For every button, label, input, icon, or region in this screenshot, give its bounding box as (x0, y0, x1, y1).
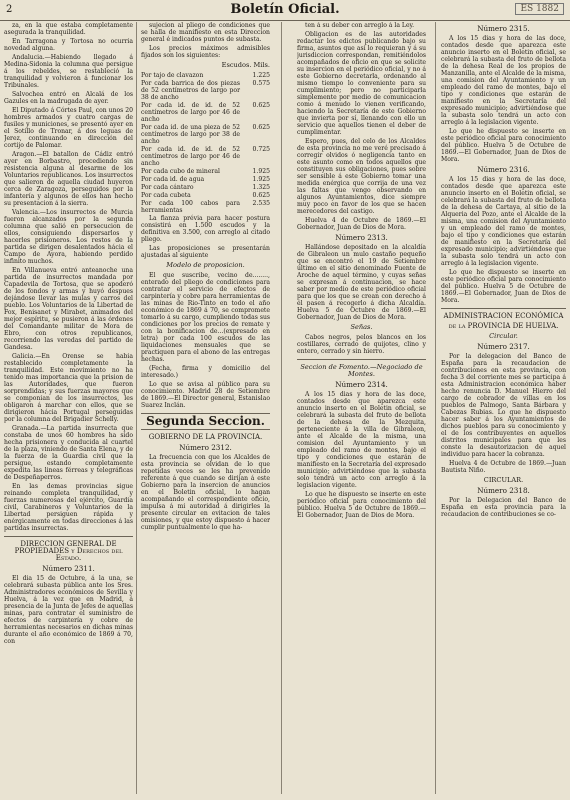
price-row (141, 176, 270, 183)
column-4-d (441, 497, 566, 518)
column-3-paragraphs (297, 22, 426, 231)
price-label: Por cada cántaro (141, 184, 194, 191)
price-value: 0.625 (252, 192, 270, 199)
separator (141, 429, 270, 430)
paragraph: La frecuencia con que los Alcaldes de esta provincia se olvidan de lo que repetidas veces se les ha prevenido referente á que cuando se dirijan á este Gobierno para la insercion de anuncios en el Boletin oficial, lo hagan acompañando el correspondiente oficio, impulsa á mi autoridad á dirigirles la presente circular en evitacion de tales omisiones, y que estoy dispuesto á hacer cumplir puntualmente lo que ha- (141, 454, 270, 531)
price-label: Por cada id. de una pieza de 52 centímetros de largo por 38 de ancho (141, 124, 240, 145)
notice-number-2315: Número 2315. (477, 24, 530, 33)
page-header (0, 0, 570, 21)
separator (441, 308, 566, 309)
paragraph: Huelva 4 de Octubre de 1869.—Juan Bautista Niño. (441, 460, 566, 474)
price-value: 1.325 (252, 184, 270, 191)
paragraph: Cabos negros, pelos blancos en los costillares, cerrado de quijotes, clino y entero, cerrado y sin hierro. (297, 334, 426, 355)
paragraph: El Diputado á Córtes Paul, con unos 20 hombres armados y cuatro cargas de fusiles y municiones, se presentó ayer en el Sotillo de Tronar, á dos leguas de Jerez, continuando en dirección del cortijo de Palomar. (4, 107, 133, 149)
column-3-tail (297, 391, 426, 519)
paragraph: Las proposiciones se presentarán ajustadas al siguiente (141, 245, 270, 259)
column-rule (136, 22, 137, 794)
paragraph: Obligacion es de las autoridades redactar los edictos publicando bajo su firma, asuntos que así lo requieran y á su jurisdiccion correspondan, remitiéndolos acompañados de oficio en que se solicite su insercion en el periódico oficial, y no á este Gobierno decretarla, ordenando al mismo tiempo lo conveniente para su cumplimiento; pero no participarla simplemente por medio de comunicacion como á menudo lo vienen verificando, haciendo la Secretaría de este Gobierno que invierta por sí, llenando con ello un servicio que aquellos tienen el deber de cumplimentar. (297, 31, 426, 136)
price-value: 1.225 (252, 72, 270, 79)
column-3 (297, 22, 426, 794)
circular-title: Circular. (489, 332, 518, 340)
paragraph: Lo que he dispuesto se inserte en este periódico oficial para conocimiento del público. Huelva 5 de Octubre de 1869.—El Gobernador, Juan de Dios de Mora. (297, 491, 426, 519)
price-value: 1.925 (252, 168, 270, 175)
paragraph: En las demas provincias sigue reinando completa tranquilidad, y fuerzas numerosas del ejército, Guardia civil, Carabineros y Voluntarios de la Libertad persiguen rápida y enérgicamente en todas direcciones á las partidas insurrectas. (4, 483, 133, 532)
price-value: 0.625 (252, 102, 270, 109)
column-2-tail (141, 454, 270, 531)
price-label: Por cada 100 cabos para herramientas (141, 200, 240, 214)
column-1 (4, 22, 133, 794)
paragraph: A los 15 dias y hora de las doce, contados desde que aparezca este anuncio inserto en el Boletin oficial, se celebrará la subasta del fruto de bellota de la dehesa Real de los propios de Manzanilla, ante el Alcalde de la misma, una comision del Ayuntamiento y un empleado del ramo de montes, bajo el tipo y condiciones que estarán de manifiesto en la Secretaría del expresado municipio; advirtiéndose que la subasta solo tendrá un acto con arreglo á la legislacion vigente. (441, 35, 566, 126)
paragraph: Valencia.—Los insurrectos de Murcia fueron alcanzados por la segunda columna que salió en persecucion de ellos, consiguiendo dispersarlos y hacerles prisioneros. Los restos de la partida se dirigen desalentados hácia el Campo de Ayora, habiendo perdido infinito muchos. (4, 209, 133, 265)
column-2-after (141, 215, 270, 259)
column-4-b (441, 176, 566, 304)
price-label: Por cada cubo de mineral (141, 168, 220, 175)
notice-number-2311: Número 2311. (42, 564, 95, 573)
paragraph: za, en la que estaba completamente asegurada la tranquilidad. (4, 22, 133, 36)
column-4-c (441, 353, 566, 474)
model-text (141, 272, 270, 409)
senas-title: Señas. (350, 323, 373, 331)
notice-number-2313: Número 2313. (335, 233, 388, 242)
notice-number-2318: Número 2318. (477, 486, 530, 495)
paragraph: Huelva 4 de Octubre de 1869.—El Gobernador, Juan de Dios de Mora. (297, 217, 426, 231)
paragraph: El dia 15 de Octubre, á la una, se celebrará subasta pública ante los Sres. Administradores económicos de Sevilla y Huelva, á la vez que en Madrid, á presencia de la Junta de Jefes de aquellas minas, para contratar el suministro de efectos de carpintería y cobre de herramientas necesarios en dichas minas durante el año económico de 1869 á 70, con (4, 575, 133, 645)
stamp-mark: ES 1882 (515, 3, 564, 15)
paragraph: A los 15 dias y hora de las doce, contados desde que aparezca este anuncio inserto en el Boletin oficial, se celebrará la subasta del fruto de bellota de la dehesa de la Mezquita, perteneciente á la villa de Gibraleon, ante el Alcalde de la misma, una comision del Ayuntamiento y un empleado del ramo de montes, bajo el tipo y condiciones que estarán de manifiesto en la Secretaría del expresado municipio; advirtiéndose que la subasta solo tendrá un acto con arreglo á la legislacion vigente. (297, 391, 426, 489)
model-title: Modelo de proposicion. (166, 261, 245, 269)
price-row (141, 124, 270, 145)
price-label: Por cada id. de agua (141, 176, 205, 183)
price-value: 1.925 (252, 176, 270, 183)
notice-number-2312: Número 2312. (179, 443, 232, 452)
paragraph: Andalucia.—Habiendo llegado á Medina-Sidonia la columna que persigue á los rebeldes, se restableció la tranquilidad y volvieron á funcionar los Tribunales. (4, 54, 133, 89)
price-label: Por cada id. de id. de 52 centímetros de largo por 46 de ancho (141, 102, 240, 123)
paragraph: Hallándose depositado en la alcaldía de Gibraleon un mulo castaño pequeño que se encontró el 19 de Setiembre último en el sitio denominado Fuente de Aroche de aquel término, y cuyas señas se expresan á continuacion, se hace saber por medio de este periódico oficial para que los que se crean con derecho á él pasen á recogerlo á dicha Alcaldía. Huelva 5 de Octubre de 1869.—El Gobernador, Juan de Dios de Mora. (297, 244, 426, 321)
notice-number-2314: Número 2314. (335, 380, 388, 389)
price-value: 0.725 (252, 146, 270, 153)
column-1-tail (4, 575, 133, 645)
paragraph: Lo que he dispuesto se inserte en este periódico oficial para conocimiento del público. Huelva 5 de Octubre de 1869.—El Gobernador, Juan de Dios de Mora. (441, 269, 566, 304)
paragraph: ten á su deber con arreglo á la Ley. (305, 22, 415, 29)
price-row (141, 80, 270, 101)
fomento-title: Seccion de Fomento.—Negociado de Montes. (300, 363, 423, 378)
paragraph: Espero, pues, del celo de los Alcaldes de esta provincia no me veré precisado á corregir olvidos ó negligencia tanto en este asunto como en todos aquellos que constituyen sus obligaciones, pues sobre ser sensible á este Gobierno tomar una medida enérgica que corrija de una vez las faltas que vengo observando en algunos Ayuntamientos, dice siempre muy poco en favor de los que se hacen merecedores del castigo. (297, 138, 426, 215)
price-label: Por cada id. de id. de 52 centímetros de largo por 46 de ancho (141, 146, 240, 167)
column-2-intro (141, 22, 270, 59)
separator (297, 359, 426, 360)
price-row (141, 72, 270, 79)
newspaper-title: Boletín Oficial. (230, 2, 340, 17)
circular-title-2: CIRCULAR. (483, 476, 524, 484)
price-value: 0.625 (252, 124, 270, 131)
column-1-paragraphs (4, 22, 133, 532)
separator (4, 536, 133, 537)
paragraph: Los precios máximos admisibles fijados son los siguientes: (141, 45, 270, 59)
second-section-heading: Segunda Seccion. (146, 414, 265, 428)
price-label: Por cada cubeta (141, 192, 191, 199)
price-row (141, 200, 270, 214)
column-rule (281, 22, 282, 794)
notice-number-2316: Número 2316. (477, 165, 530, 174)
column-4-a (441, 35, 566, 163)
column-rule (435, 22, 436, 794)
paragraph: Aragon.—El batallon de Cádiz entró ayer en Borbastro, procediendo sin resistencia alguna al desarme de los Voluntarios republicanos. Los insurrectos que salieron de aquella ciudad huyeron cerca de Zaragoza, perseguidos por la infantería y algunos de ellos han hecho su presentacion á la sierra. (4, 151, 133, 207)
paragraph: Lo que se avisa al público para su conocimiento. Madrid 28 de Setiembre de 1869.—El Director general, Estanislao Suarez Inclán. (141, 381, 270, 409)
column-4 (441, 22, 566, 794)
column-3-mid (297, 244, 426, 321)
senas-text (297, 334, 426, 355)
paragraph: La fianza prévia para hacer postura consistirá en 1.500 escudos y la definitiva en 3.500, con arreglo al citado pliego. (141, 215, 270, 243)
paragraph: Por la Delegacion del Banco de España en esta provincia para la recaudacion de contribuciones se co- (441, 497, 566, 518)
prices-table (141, 72, 270, 214)
paragraph: (Fecha, firma y domicilio del interesado.) (141, 365, 270, 379)
prices-header: Escudos. Mils. (221, 61, 270, 69)
page-number: 2 (6, 4, 14, 15)
paragraph: Lo que he dispuesto se inserte en este periódico oficial para conocimiento del público. Huelva 5 de Octubre de 1869.—El Gobernador, Juan de Dios de Mora. (441, 128, 566, 163)
paragraph: sujecion al pliego de condiciones que se halla de manifiesto en esta Direccion general é indicados puntos de subasta. (141, 22, 270, 43)
price-label: Por cada barrica de dos piezas de 52 centímetros de largo por 38 de ancho (141, 80, 240, 101)
paragraph: En Tarragona y Tortosa no ocurria novedad alguna. (4, 38, 133, 52)
price-row (141, 102, 270, 123)
column-2 (141, 22, 270, 794)
price-row (141, 168, 270, 175)
admin-subtitle: de la PROVINCIA DE HUELVA. (448, 322, 559, 330)
paragraph: En Villanueva entró anteanoche una partida de insurrectos mandada por Capadevila de Tortosa, que se apoderó de los fondos y armas y huyó despues dejándose llevar las mulas y carros del pueblo. Los Voluntarios de la Libertad de Fox, Benisanet y Mirabet, animados del mejor espíritu, se pusieron á las órdenes del Comandante militar de Mora de Ebro, con otros republicanos, recorriendo las veredas del partido de Gandesa. (4, 267, 133, 351)
admin-title: ADMINISTRACION ECONÓMICA (443, 312, 564, 320)
paragraph: Galicia.—En Orense se habia restablecido completamente la tranquilidad. Este movimiento no ha tenido mas importancia que la prision de las Autoridades, que fueron sorprendidas; y sus fuerzas mayores que se componian de los insurrectos, les obligaron á marchar con ellos, que se dirigieron hácia Portugal perseguidas por la columna del Brigadier Schelly. (4, 353, 133, 423)
price-label: Por tajo de clavazon (141, 72, 204, 79)
price-row (141, 146, 270, 167)
paragraph: Salvochea entró en Alcalá de los Gazules en la madrugada de ayer. (4, 91, 133, 105)
section-title-propiedades: DIRECCION GENERAL DE PROPIEDADES y Derechos del Estado. (14, 540, 123, 562)
price-row (141, 184, 270, 191)
price-value: 0.575 (252, 80, 270, 87)
government-title: GOBIERNO DE LA PROVINCIA. (148, 433, 263, 441)
price-value: 2.535 (252, 200, 270, 207)
price-row (141, 192, 270, 199)
paragraph: Por la delegacion del Banco de España para la recaudacion de contribuciones en esta provincia, con fecha 3 del corriente mes se participa á esta Administracion económica haber hecho renuncia D. Manuel Hierro del cargo de cobrador de villas en los pueblos de Palmogo, Santa Bárbara y Cabezas Rubias. Lo que he dispuesto hacer saber á los Ayuntamientos de dichos pueblos para su conocimiento y el de los contribuyentes en aquellos distritos municipales para que les conste la desautorizacion de aquel individuo para hacer la cobranza. (441, 353, 566, 458)
paragraph: A los 15 dias y hora de las doce, contados desde que aparezca este anuncio inserto en el Boletin oficial, se celebrará la subasta del fruto de bellota de la dehesa de Cartaya, al sitio de la Alqueria del Pozo, ante el Alcalde de la misma, una comision del Ayuntamiento y un empleado del ramo de montes, bajo el tipo y condiciones que estarán de manifiesto en la Secretaría del expresado municipio; advirtiéndose que la subasta solo tendrá un acto con arreglo á la legislacion vigente. (441, 176, 566, 267)
notice-number-2317: Número 2317. (477, 342, 530, 351)
paragraph: El que suscribe, vecino de........, enterado del pliego de condiciones para contratar el servicio de efectos de carpintería y cobre para herramientas de las minas de Rio-Tinto en todo el año económico de 1869 á 70, se compromete tomarlo á su cargo, cumpliendo todas sus condiciones por los precios de remate y con la bonificacion de...(expresado en letra) por cada 100 escudos de las liquidaciones mensuales que se practiquen para el abono de las entregas hechas. (141, 272, 270, 363)
paragraph: Granada.—La partida insurrecta que constaba de unos 60 hombres ha sido hecha prisionera y conducida al cuartel de la plaza, viniendo de Santa Elena, y de la fuerza de la Guardia civil que la persigue, estando completamente expedita las lineas férreas y telegráficas de Despeñaperros. (4, 425, 133, 481)
